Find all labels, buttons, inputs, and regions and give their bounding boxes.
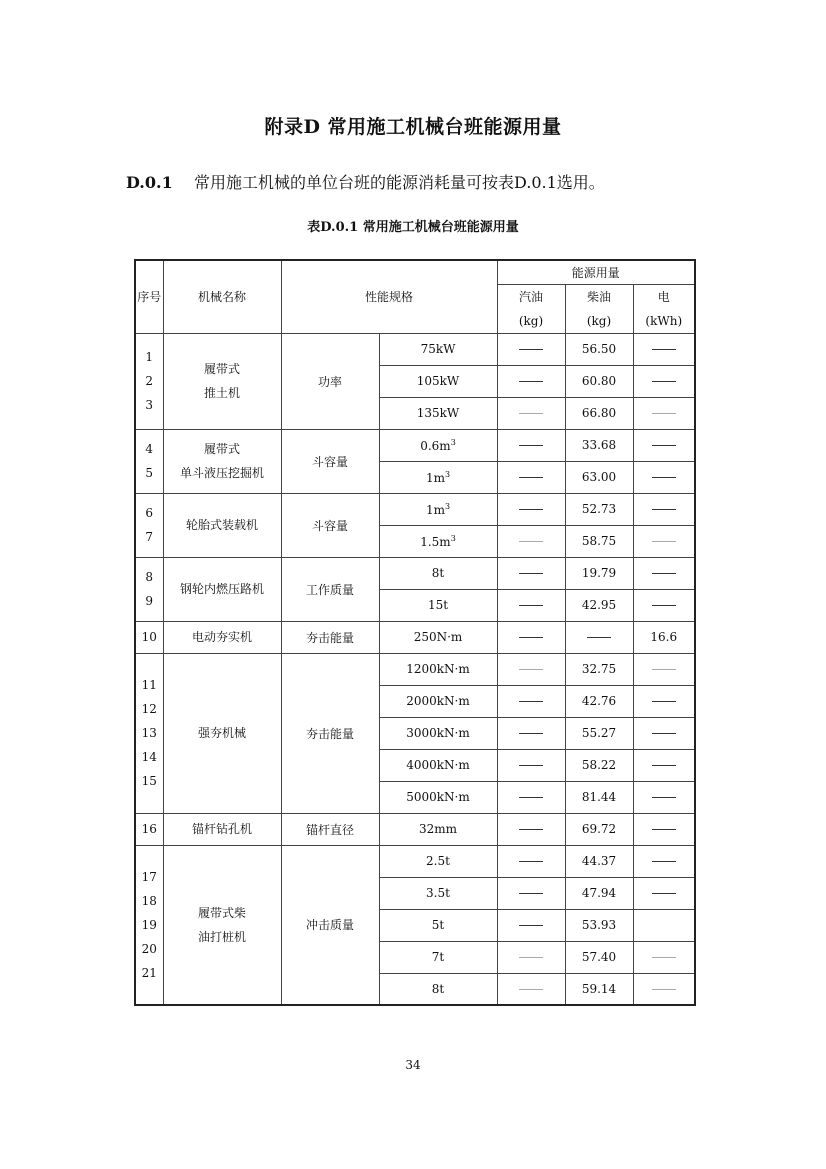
dash-mark	[519, 669, 543, 670]
gasoline-value	[497, 941, 565, 973]
diesel-value: 81.44	[565, 781, 633, 813]
machine-name-line: 锚杆钻孔机	[191, 822, 252, 836]
machine-name-line: 履带式	[203, 362, 240, 376]
gasoline-value	[497, 877, 565, 909]
machine-name-cell	[163, 493, 281, 557]
row-index: 10	[141, 630, 157, 644]
machine-name	[164, 625, 281, 649]
spec-parameter: 夯击能量	[281, 653, 379, 813]
row-index: 2	[145, 374, 154, 388]
electricity-value	[633, 461, 695, 493]
spec-value: 8t	[431, 981, 445, 996]
diesel-value: 69.72	[565, 813, 633, 845]
electricity-value	[633, 557, 695, 589]
row-index: 9	[145, 594, 154, 608]
electricity-value	[633, 941, 695, 973]
spec-parameter: 功率	[281, 333, 379, 429]
gasoline-value	[497, 589, 565, 621]
dash-mark	[519, 349, 543, 350]
header-machine-name: 机械名称	[163, 260, 281, 333]
row-index-cell	[135, 621, 163, 653]
dash-mark	[519, 797, 543, 798]
electricity-value	[633, 685, 695, 717]
spec-value-cell	[379, 621, 497, 653]
table-row	[135, 845, 695, 877]
gasoline-label: 汽油	[519, 289, 544, 304]
spec-value-cell	[379, 685, 497, 717]
diesel-value: 19.79	[565, 557, 633, 589]
machine-name-cell	[163, 333, 281, 429]
gasoline-value	[497, 653, 565, 685]
gasoline-value	[497, 845, 565, 877]
spec-value: 3.5t	[426, 886, 450, 900]
spec-value-cell	[379, 813, 497, 845]
diesel-value: 66.80	[565, 397, 633, 429]
row-index: 16	[141, 822, 157, 836]
spec-value-cell	[379, 525, 497, 557]
table-row	[135, 813, 695, 845]
dash-mark	[652, 797, 676, 798]
dash-mark	[652, 349, 676, 350]
spec-value: 1.5m	[420, 534, 451, 549]
machine-name	[164, 817, 281, 841]
gasoline-value	[497, 461, 565, 493]
row-index: 11	[141, 678, 157, 692]
electricity-label: 电	[657, 289, 670, 304]
machine-name-cell	[163, 845, 281, 1005]
electricity-value	[633, 749, 695, 781]
diesel-value: 44.37	[565, 845, 633, 877]
diesel-label: 柴油	[587, 289, 612, 304]
dash-mark	[519, 573, 543, 574]
dash-mark	[519, 925, 543, 926]
spec-value-cell	[379, 429, 497, 461]
gasoline-value	[497, 557, 565, 589]
diesel-value: 55.27	[565, 717, 633, 749]
spec-value-cell	[379, 557, 497, 589]
dash-mark	[519, 733, 543, 734]
electricity-value	[633, 717, 695, 749]
spec-value: 135kW	[416, 406, 460, 420]
spec-value-cell	[379, 653, 497, 685]
spec-value: 15t	[427, 598, 449, 612]
spec-value-cell	[379, 461, 497, 493]
machine-name-cell	[163, 557, 281, 621]
spec-value: 5000kN·m	[406, 790, 470, 804]
gasoline-value	[497, 493, 565, 525]
machine-name-line: 强夯机械	[197, 726, 246, 740]
machine-name	[164, 357, 281, 405]
gasoline-value	[497, 397, 565, 429]
electricity-value: 16.6	[633, 621, 695, 653]
clause-number: D.0.1	[126, 173, 173, 192]
dash-mark	[519, 893, 543, 894]
spec-value-cell	[379, 877, 497, 909]
spec-value: 0.6m	[420, 438, 451, 453]
dash-mark	[652, 573, 676, 574]
header-index: 序号	[135, 260, 163, 333]
gasoline-value	[497, 365, 565, 397]
machine-name-line: 单斗液压挖掘机	[179, 466, 264, 480]
spec-value: 7t	[431, 950, 445, 964]
electricity-value	[633, 653, 695, 685]
header-gasoline	[497, 284, 565, 333]
machine-name	[164, 513, 281, 537]
spec-value-cell	[379, 365, 497, 397]
spec-value-cell	[379, 973, 497, 1005]
spec-value: 105kW	[416, 374, 460, 388]
header-diesel	[565, 284, 633, 333]
spec-value: 4000kN·m	[406, 758, 470, 772]
dash-mark	[519, 989, 543, 990]
dash-mark	[652, 605, 676, 606]
dash-mark	[652, 861, 676, 862]
spec-value-cell	[379, 909, 497, 941]
diesel-value: 52.73	[565, 493, 633, 525]
machine-name-cell	[163, 621, 281, 653]
dash-mark	[519, 445, 543, 446]
row-index: 3	[145, 398, 154, 412]
diesel-value: 59.14	[565, 973, 633, 1005]
table-row	[135, 429, 695, 461]
spec-value-cell	[379, 589, 497, 621]
gasoline-value	[497, 909, 565, 941]
spec-parameter: 夯击能量	[281, 621, 379, 653]
dash-mark	[652, 445, 676, 446]
spec-value: 3000kN·m	[406, 726, 470, 740]
row-index-cell	[135, 813, 163, 845]
spec-value: 1200kN·m	[406, 662, 470, 676]
machine-name-line: 履带式柴	[197, 905, 246, 920]
machine-name-line: 油打桩机	[197, 929, 246, 944]
gasoline-value	[497, 813, 565, 845]
machine-name	[164, 901, 281, 949]
row-index-list	[136, 673, 163, 793]
row-index: 14	[141, 750, 157, 764]
spec-superscript: 3	[444, 469, 451, 479]
row-index-list	[136, 437, 163, 485]
diesel-value: 53.93	[565, 909, 633, 941]
electricity-value	[633, 877, 695, 909]
electricity-value	[633, 365, 695, 397]
spec-value: 8t	[431, 566, 445, 580]
table-body	[135, 333, 695, 1005]
header-spec: 性能规格	[281, 260, 497, 333]
gasoline-value	[497, 685, 565, 717]
dash-mark	[519, 829, 543, 830]
dash-mark	[519, 413, 543, 414]
machine-name-line: 履带式	[203, 442, 240, 456]
diesel-value	[565, 621, 633, 653]
diesel-value: 58.22	[565, 749, 633, 781]
machine-name	[164, 437, 281, 485]
dash-mark	[652, 509, 676, 510]
row-index: 1	[145, 350, 154, 364]
row-index-cell	[135, 557, 163, 621]
spec-value: 1m	[425, 502, 445, 517]
row-index-list	[136, 501, 163, 549]
machine-name-line: 电动夯实机	[191, 630, 252, 644]
dash-mark	[519, 381, 543, 382]
dash-mark	[519, 765, 543, 766]
row-index: 7	[145, 530, 154, 544]
gasoline-value	[497, 973, 565, 1005]
electricity-unit: (kWh)	[645, 313, 683, 328]
dash-mark	[519, 861, 543, 862]
row-index-cell	[135, 493, 163, 557]
header-electricity	[633, 284, 695, 333]
spec-parameter: 斗容量	[281, 493, 379, 557]
row-index: 13	[141, 726, 157, 740]
spec-value: 75kW	[420, 342, 456, 356]
electricity-value	[633, 525, 695, 557]
row-index: 4	[145, 442, 154, 456]
spec-superscript: 3	[450, 533, 456, 543]
row-index: 18	[141, 893, 157, 908]
gasoline-value	[497, 717, 565, 749]
dash-mark	[652, 893, 676, 894]
electricity-value	[633, 845, 695, 877]
electricity-value	[633, 909, 695, 941]
dash-mark	[587, 637, 611, 638]
header-energy: 能源用量	[497, 260, 695, 284]
table-row	[135, 621, 695, 653]
table-row	[135, 653, 695, 685]
row-index: 5	[145, 466, 154, 480]
gasoline-value	[497, 749, 565, 781]
row-index: 20	[141, 941, 157, 956]
electricity-value	[633, 973, 695, 1005]
row-index-cell	[135, 653, 163, 813]
dash-mark	[652, 413, 676, 414]
dash-mark	[519, 637, 543, 638]
electricity-value	[633, 493, 695, 525]
diesel-value: 58.75	[565, 525, 633, 557]
electricity-value	[633, 397, 695, 429]
spec-value-cell	[379, 749, 497, 781]
energy-table	[134, 259, 696, 1006]
spec-value-cell	[379, 941, 497, 973]
spec-value-cell	[379, 397, 497, 429]
diesel-value: 33.68	[565, 429, 633, 461]
spec-value-cell	[379, 333, 497, 365]
spec-superscript: 3	[444, 501, 451, 511]
row-index-cell	[135, 429, 163, 493]
machine-name-cell	[163, 653, 281, 813]
diesel-value: 42.95	[565, 589, 633, 621]
gasoline-unit: (kg)	[518, 313, 544, 328]
table-row	[135, 557, 695, 589]
machine-name-line: 轮胎式装载机	[185, 518, 258, 532]
row-index-list	[136, 865, 163, 985]
diesel-value: 32.75	[565, 653, 633, 685]
diesel-value: 47.94	[565, 877, 633, 909]
gasoline-value	[497, 333, 565, 365]
spec-value-cell	[379, 717, 497, 749]
dash-mark	[519, 509, 543, 510]
dash-mark	[519, 605, 543, 606]
electricity-value	[633, 813, 695, 845]
diesel-value: 63.00	[565, 461, 633, 493]
row-index-list	[136, 345, 163, 417]
row-index-list	[136, 565, 163, 613]
dash-mark	[652, 765, 676, 766]
dash-mark	[519, 957, 543, 958]
dash-mark	[652, 957, 676, 958]
electricity-value	[633, 429, 695, 461]
gasoline-value	[497, 621, 565, 653]
electricity-value	[633, 333, 695, 365]
spec-superscript: 3	[450, 437, 456, 447]
dash-mark	[519, 477, 543, 478]
spec-parameter: 工作质量	[281, 557, 379, 621]
spec-parameter: 冲击质量	[281, 845, 379, 1005]
spec-parameter: 斗容量	[281, 429, 379, 493]
table-row	[135, 333, 695, 365]
row-index-cell	[135, 333, 163, 429]
diesel-unit: (kg)	[586, 313, 612, 328]
appendix-heading: 附录D 常用施工机械台班能源用量	[264, 116, 562, 138]
dash-mark	[652, 701, 676, 702]
machine-name-line: 推土机	[203, 386, 240, 400]
row-index-list	[136, 817, 163, 841]
row-index: 8	[145, 570, 154, 584]
spec-value-cell	[379, 845, 497, 877]
row-index: 15	[141, 774, 157, 788]
row-index: 19	[141, 917, 157, 932]
diesel-value: 60.80	[565, 365, 633, 397]
spec-value: 2000kN·m	[406, 694, 470, 708]
spec-value-cell	[379, 781, 497, 813]
dash-mark	[652, 477, 676, 478]
spec-value: 1m	[425, 470, 445, 485]
dash-mark	[652, 989, 676, 990]
spec-value: 5t	[431, 918, 445, 932]
dash-mark	[652, 541, 676, 542]
row-index-cell	[135, 845, 163, 1005]
electricity-value	[633, 781, 695, 813]
row-index-list	[136, 625, 163, 649]
row-index: 12	[141, 702, 157, 716]
machine-name-cell	[163, 429, 281, 493]
spec-value: 250N·m	[413, 630, 463, 644]
row-index: 17	[141, 869, 157, 884]
machine-name	[164, 577, 281, 601]
dash-mark	[652, 669, 676, 670]
machine-name-cell	[163, 813, 281, 845]
diesel-value: 42.76	[565, 685, 633, 717]
table-row	[135, 493, 695, 525]
machine-name-line: 钢轮内燃压路机	[179, 582, 264, 596]
gasoline-value	[497, 429, 565, 461]
clause-paragraph	[126, 170, 605, 193]
gasoline-value	[497, 781, 565, 813]
spec-parameter: 锚杆直径	[281, 813, 379, 845]
machine-name	[164, 721, 281, 745]
dash-mark	[652, 829, 676, 830]
table-caption: 表D.0.1 常用施工机械台班能源用量	[307, 220, 519, 235]
dash-mark	[519, 541, 543, 542]
diesel-value: 56.50	[565, 333, 633, 365]
clause-text: 常用施工机械的单位台班的能源消耗量可按表D.0.1选用。	[194, 173, 605, 192]
spec-value-cell	[379, 493, 497, 525]
dash-mark	[519, 701, 543, 702]
dash-mark	[652, 733, 676, 734]
page-number: 34	[405, 1058, 421, 1072]
row-index: 21	[141, 965, 157, 980]
spec-value: 2.5t	[426, 854, 450, 868]
gasoline-value	[497, 525, 565, 557]
electricity-value	[633, 589, 695, 621]
row-index: 6	[145, 506, 154, 520]
spec-value: 32mm	[418, 822, 458, 836]
dash-mark	[652, 381, 676, 382]
diesel-value: 57.40	[565, 941, 633, 973]
